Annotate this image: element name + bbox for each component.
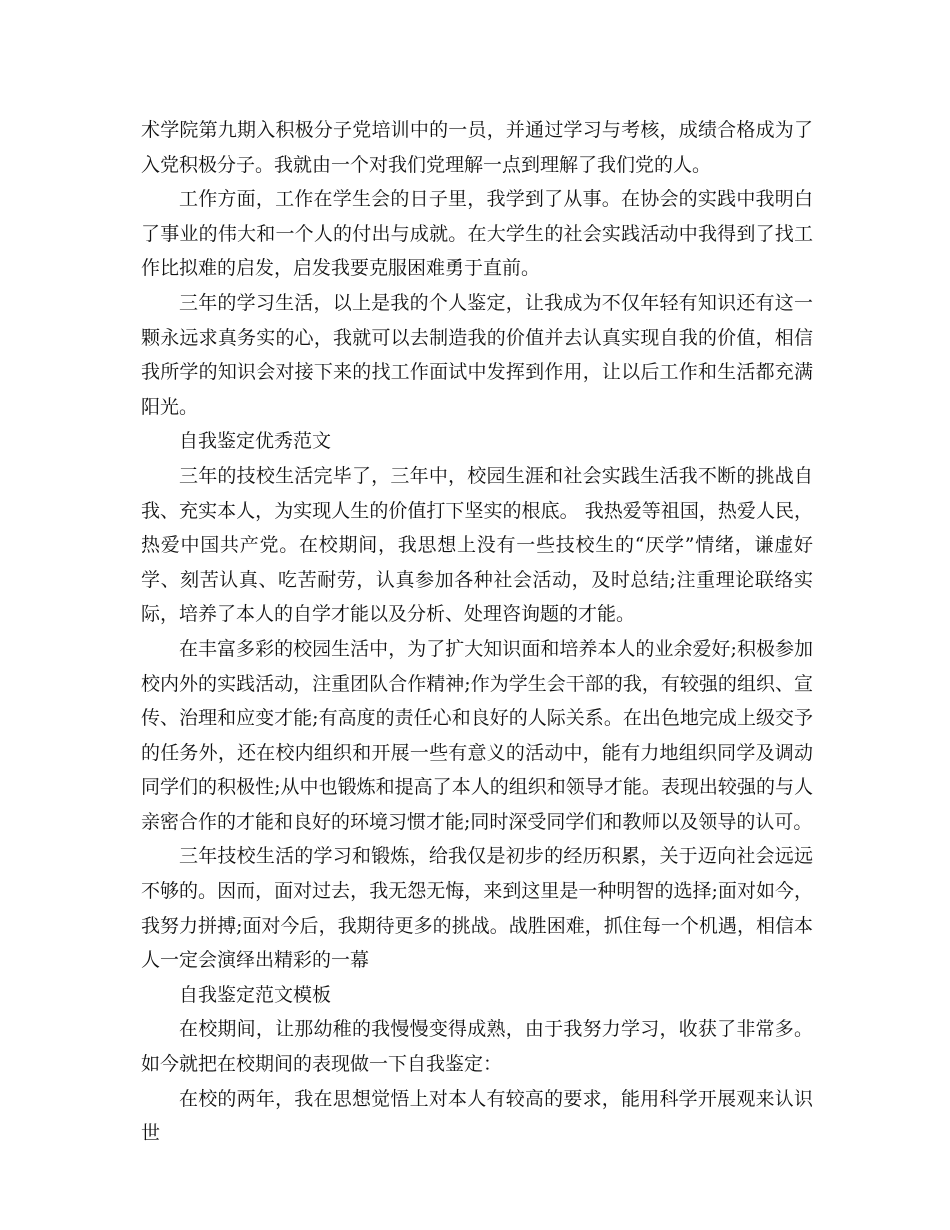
paragraph-study-summary: 三年的学习生活，以上是我的个人鉴定，让我成为不仅年轻有知识还有这一颗永远求真务实的心，我就可以去制造我的价值并去认真实现自我的价值，相信我所学的知识会对接下来的找工作面试中发挥到作用，让以后工作和生活都充满阳光。 [141,291,813,418]
paragraph-work: 工作方面，工作在学生会的日子里，我学到了从事。在协会的实践中我明白了事业的伟大和一个人的付出与成就。在大学生的社会实践活动中我得到了找工作比拟难的启发，启发我要克服困难勇于直前。 [141,188,813,280]
section-heading-excellent: 自我鉴定优秀范文 [179,430,332,453]
paragraph-campus-life: 在丰富多彩的校园生活中，为了扩大知识面和培养本人的业余爱好;积极参加校内外的实践活动，注重团队合作精神;作为学生会干部的我，有较强的组织、宣传、治理和应变才能;有高度的责任心和良好的人际关系。在出色地完成上级交予的任务外，还在校内组织和开展一些有意义的活动中，能有力地组织同学及调动同学们的积极性;从中也锻炼和提高了本人的组织和领导才能。表现出较强的与人亲密合作的才能和良好的环境习惯才能;同时深受同学们和教师以及领导的认可。 [141,637,813,833]
paragraph-continuation: 术学院第九期入积极分子党培训中的一员，并通过学习与考核，成绩合格成为了入党积极分子。我就由一个对我们党理解一点到理解了我们党的人。 [141,119,813,176]
paragraph-self-evaluation-intro: 在校期间，让那幼稚的我慢慢变得成熟，由于我努力学习，收获了非常多。如今就把在校期间的表现做一下自我鉴定： [141,1018,813,1076]
paragraph-two-years: 在校的两年，我在思想觉悟上对本人有较高的要求，能用科学开展观来认识世 [141,1087,813,1145]
document-body [141,113,813,1151]
section-heading-template: 自我鉴定范文模板 [179,983,332,1006]
paragraph-experience: 三年技校生活的学习和锻炼，给我仅是初步的经历积累，关于迈向社会远远不够的。因而，面对过去，我无怨无悔，来到这里是一种明智的选择;面对如今，我努力拼搏;面对今后，我期待更多的挑战。战胜困难，抓住每一个机遇，相信本人一定会演绎出精彩的一幕 [141,845,813,972]
paragraph-technical-school: 三年的技校生活完毕了，三年中，校园生涯和社会实践生活我不断的挑战自我、充实本人，为实现人生的价值打下坚实的根底。 我热爱等祖国，热爱人民，热爱中国共产党。在校期间，我思想上没有一些技校生的“厌学”情绪，谦虚好学、刻苦认真、吃苦耐劳，认真参加各种社会活动，及时总结;注重理论联络实际，培养了本人的自学才能以及分析、处理咨询题的才能。 [141,464,813,626]
